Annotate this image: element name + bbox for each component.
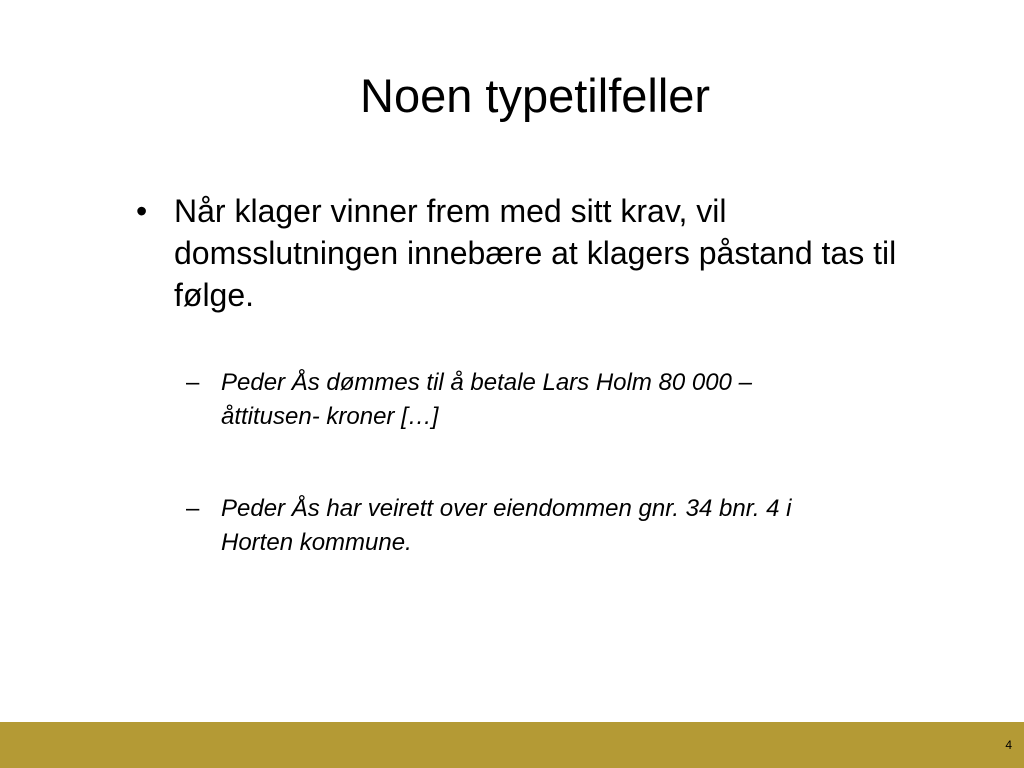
sub-item-line: Peder Ås dømmes til å betale Lars Holm 80 000 – [221, 369, 752, 396]
sub-item-text [221, 492, 911, 560]
bullet-text [174, 190, 964, 316]
bullet-marker: • [136, 193, 148, 229]
page-number: 4 [1005, 738, 1012, 752]
bullet-line: domsslutningen innebære at klagers påstand tas til [174, 235, 897, 271]
dash-marker: – [186, 369, 200, 396]
bullet-line: følge. [174, 277, 255, 313]
bullet-line: Når klager vinner frem med sitt krav, vil [174, 193, 727, 229]
slide-title: Noen typetilfeller [360, 69, 711, 122]
dash-marker: – [186, 495, 200, 522]
sub-item-line: Peder Ås har veirett over eiendommen gnr. 34 bnr. 4 i [221, 495, 792, 522]
sub-item-text [221, 366, 911, 434]
sub-item-line: åttitusen- kroner […] [221, 403, 439, 430]
sub-item-line: Horten kommune. [221, 529, 412, 556]
footer-bar [0, 722, 1024, 768]
